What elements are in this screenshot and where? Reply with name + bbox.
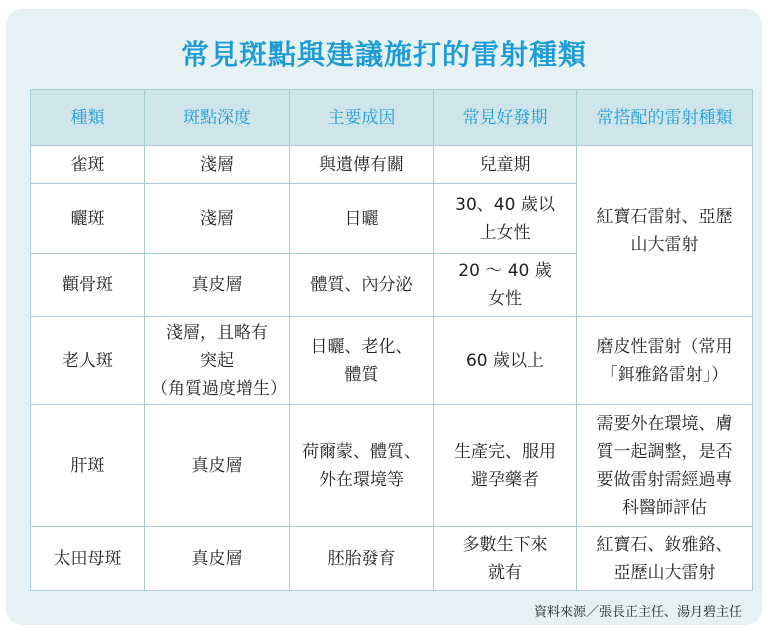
table-row <box>31 405 753 527</box>
header-period: 常見好發期 <box>434 90 577 146</box>
cell-type: 太田母斑 <box>31 527 145 591</box>
table-header-row <box>31 90 753 146</box>
cell-depth: 淺層 <box>145 146 290 184</box>
cell-laser-merged: 紅寶石雷射、亞歷 山大雷射 <box>577 146 753 317</box>
cell-period: 兒童期 <box>434 146 577 184</box>
table-row <box>31 317 753 405</box>
cell-type: 顴骨斑 <box>31 254 145 317</box>
header-type: 種類 <box>31 90 145 146</box>
cell-type: 肝斑 <box>31 405 145 527</box>
cell-period: 60 歲以上 <box>434 317 577 405</box>
cell-cause: 體質、內分泌 <box>290 254 434 317</box>
cell-depth: 淺層，且略有 突起 （角質過度增生） <box>145 317 290 405</box>
cell-laser: 紅寶石、釹雅鉻、 亞歷山大雷射 <box>577 527 753 591</box>
content-card <box>6 9 762 625</box>
cell-depth: 真皮層 <box>145 527 290 591</box>
source-credit: 資料來源／張長正主任、湯月碧主任 <box>533 605 742 620</box>
header-depth: 斑點深度 <box>145 90 290 146</box>
cell-cause: 胚胎發育 <box>290 527 434 591</box>
cell-depth: 淺層 <box>145 184 290 254</box>
cell-depth: 真皮層 <box>145 254 290 317</box>
cell-period: 20 ～ 40 歲 女性 <box>434 254 577 317</box>
cell-period: 生產完、服用 避孕藥者 <box>434 405 577 527</box>
page-title: 常見斑點與建議施打的雷射種類 <box>180 38 587 71</box>
header-laser: 常搭配的雷射種類 <box>577 90 753 146</box>
cell-cause: 日曬 <box>290 184 434 254</box>
table-row <box>31 527 753 591</box>
cell-cause: 荷爾蒙、體質、 外在環境等 <box>290 405 434 527</box>
cell-cause: 日曬、老化、 體質 <box>290 317 434 405</box>
cell-type: 曬斑 <box>31 184 145 254</box>
header-cause: 主要成因 <box>290 90 434 146</box>
cell-type: 老人斑 <box>31 317 145 405</box>
cell-period: 多數生下來 就有 <box>434 527 577 591</box>
table-row <box>31 146 753 184</box>
cell-laser: 需要外在環境、膚 質一起調整，是否 要做雷射需經過專 科醫師評估 <box>577 405 753 527</box>
cell-cause: 與遺傳有關 <box>290 146 434 184</box>
cell-laser: 磨皮性雷射（常用 「鉺雅鉻雷射」） <box>577 317 753 405</box>
cell-type: 雀斑 <box>31 146 145 184</box>
cell-depth: 真皮層 <box>145 405 290 527</box>
spot-laser-table <box>30 89 753 591</box>
cell-period: 30、40 歲以 上女性 <box>434 184 577 254</box>
